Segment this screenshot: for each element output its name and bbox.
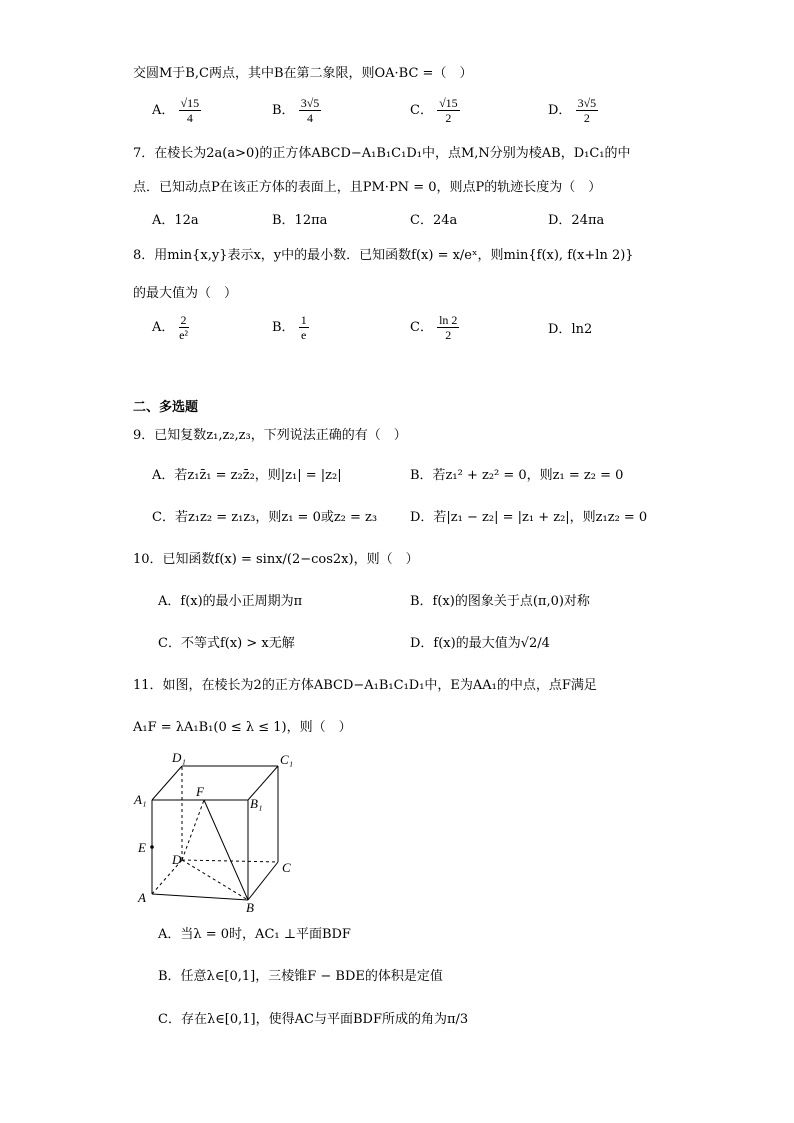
q8-option-c-fraction [437, 313, 459, 342]
q9-option-a: A．若z₁z̄₁ = z₂z̄₂，则|z₁| = |z₂| [152, 468, 342, 483]
q6-option-a-label: A． [152, 103, 175, 118]
q7-option-b: B．12πa [272, 213, 328, 228]
q6-option-d-den: 2 [583, 111, 590, 125]
q6-option-c-num: √15 [439, 96, 458, 110]
q10-option-b: B．f(x)的图象关于点(π,0)对称 [410, 594, 590, 609]
segment-f-b [204, 800, 248, 900]
q10-option-c: C．不等式f(x) > x无解 [158, 636, 295, 651]
q8-line2: 的最大值为（ ） [133, 286, 238, 301]
q11-option-b: B．任意λ∈[0,1]，三棱锥F − BDE的体积是定值 [158, 969, 443, 984]
q8-option-b [272, 313, 309, 342]
q6-option-d [548, 96, 598, 125]
q8-option-a-fraction [179, 313, 189, 342]
segment-d-f [182, 800, 204, 860]
segment-d-b [182, 860, 248, 900]
q10-stem: 10．已知函数f(x) = sinx/(2−cos2x)，则（ ） [133, 552, 419, 567]
q6-option-a [152, 96, 201, 125]
q9-option-c: C．若z₁z₂ = z₁z₃，则z₁ = 0或z₂ = z₃ [152, 510, 378, 525]
label-b1: B₁ [250, 796, 263, 811]
q6-option-c-fraction [437, 96, 460, 125]
edge-b-c [248, 862, 278, 900]
q9-option-d: D．若|z₁ − z₂| = |z₁ + z₂|，则z₁z₂ = 0 [410, 510, 648, 525]
q7-line1: 7．在棱长为2a(a>0)的正方体ABCD−A₁B₁C₁D₁中，点M,N分别为棱AB，D₁C₁的中 [133, 146, 631, 161]
q11-option-c: C．存在λ∈[0,1]，使得AC与平面BDF所成的角为π/3 [158, 1012, 469, 1027]
edge-b1-c1 [248, 766, 278, 800]
q11-option-a: A．当λ = 0时，AC₁ ⊥平面BDF [158, 927, 351, 942]
q8-option-b-fraction [299, 313, 309, 342]
q11-line1: 11．如图，在棱长为2的正方体ABCD−A₁B₁C₁D₁中，E为AA₁的中点，点F满足 [133, 678, 597, 693]
q6-option-b-den: 4 [307, 111, 313, 125]
label-e: E [138, 840, 146, 855]
q7-option-c: C．24a [410, 213, 458, 228]
q8-option-b-den: e [301, 328, 307, 342]
label-f: F [196, 784, 204, 799]
label-d1: D₁ [172, 750, 186, 765]
label-a: A [138, 890, 146, 905]
q6-option-d-fraction [576, 96, 599, 125]
edge-a-b [152, 894, 248, 900]
q8-option-a-den: e² [179, 328, 188, 342]
q8-option-a-num: 2 [180, 313, 187, 327]
section-heading-multi-choice: 二、多选题 [133, 400, 199, 415]
q9-stem: 9．已知复数z₁,z₂,z₃，下列说法正确的有（ ） [133, 428, 407, 443]
q8-option-b-label: B． [272, 320, 295, 335]
q8-option-c-num: ln 2 [439, 313, 458, 327]
label-d: D [172, 852, 182, 867]
q7-option-d: D．24πa [548, 213, 605, 228]
q6-tail: 交圆M于B,C两点，其中B在第二象限，则OA·BC =（ ） [133, 66, 473, 81]
q8-line1: 8．用min{x,y}表示x，y中的最小数．已知函数f(x) = x/eˣ，则min{f(x), f(x+ln 2)} [133, 248, 634, 263]
q6-option-b-label: B． [272, 103, 295, 118]
q9-option-b: B．若z₁² + z₂² = 0，则z₁ = z₂ = 0 [410, 468, 624, 483]
q6-option-d-num: 3√5 [577, 96, 597, 110]
q6-option-d-label: D． [548, 103, 572, 118]
label-a1: A₁ [134, 792, 147, 807]
edge-a1-d1 [152, 766, 182, 800]
q6-option-b-num: 3√5 [300, 96, 320, 110]
q8-option-c [410, 313, 459, 342]
q8-option-a [152, 313, 189, 342]
q8-option-d-text: ln2 [571, 322, 593, 337]
q6-option-c-den: 2 [445, 111, 452, 125]
q6-option-b [272, 96, 321, 125]
q10-option-d: D．f(x)的最大值为√2/4 [410, 636, 550, 651]
q8-option-d-label: D． [548, 322, 572, 337]
q6-option-a-den: 4 [186, 111, 193, 125]
label-c: C [282, 860, 291, 875]
label-b: B [246, 900, 254, 915]
point-e [150, 845, 154, 849]
q11-line2: A₁F = λA₁B₁(0 ≤ λ ≤ 1)，则（ ） [133, 720, 352, 735]
q6-option-c [410, 96, 460, 125]
q6-option-a-num: √15 [180, 96, 200, 110]
q8-option-c-den: 2 [445, 328, 452, 342]
cube-figure [130, 746, 300, 916]
label-c1: C₁ [280, 752, 294, 767]
q8-option-b-num: 1 [300, 313, 307, 327]
q10-option-a: A．f(x)的最小正周期为π [158, 594, 303, 609]
q6-option-a-fraction [179, 96, 202, 125]
q7-line2: 点．已知动点P在该正方体的表面上，且PM·PN = 0，则点P的轨迹长度为（ ） [133, 180, 602, 195]
q7-option-a: A．12a [152, 213, 199, 228]
q8-option-a-label: A． [152, 320, 175, 335]
q8-option-d [548, 320, 592, 340]
q6-option-b-fraction [299, 96, 322, 125]
q8-option-c-label: C． [410, 320, 433, 335]
q6-option-c-label: C． [410, 103, 433, 118]
